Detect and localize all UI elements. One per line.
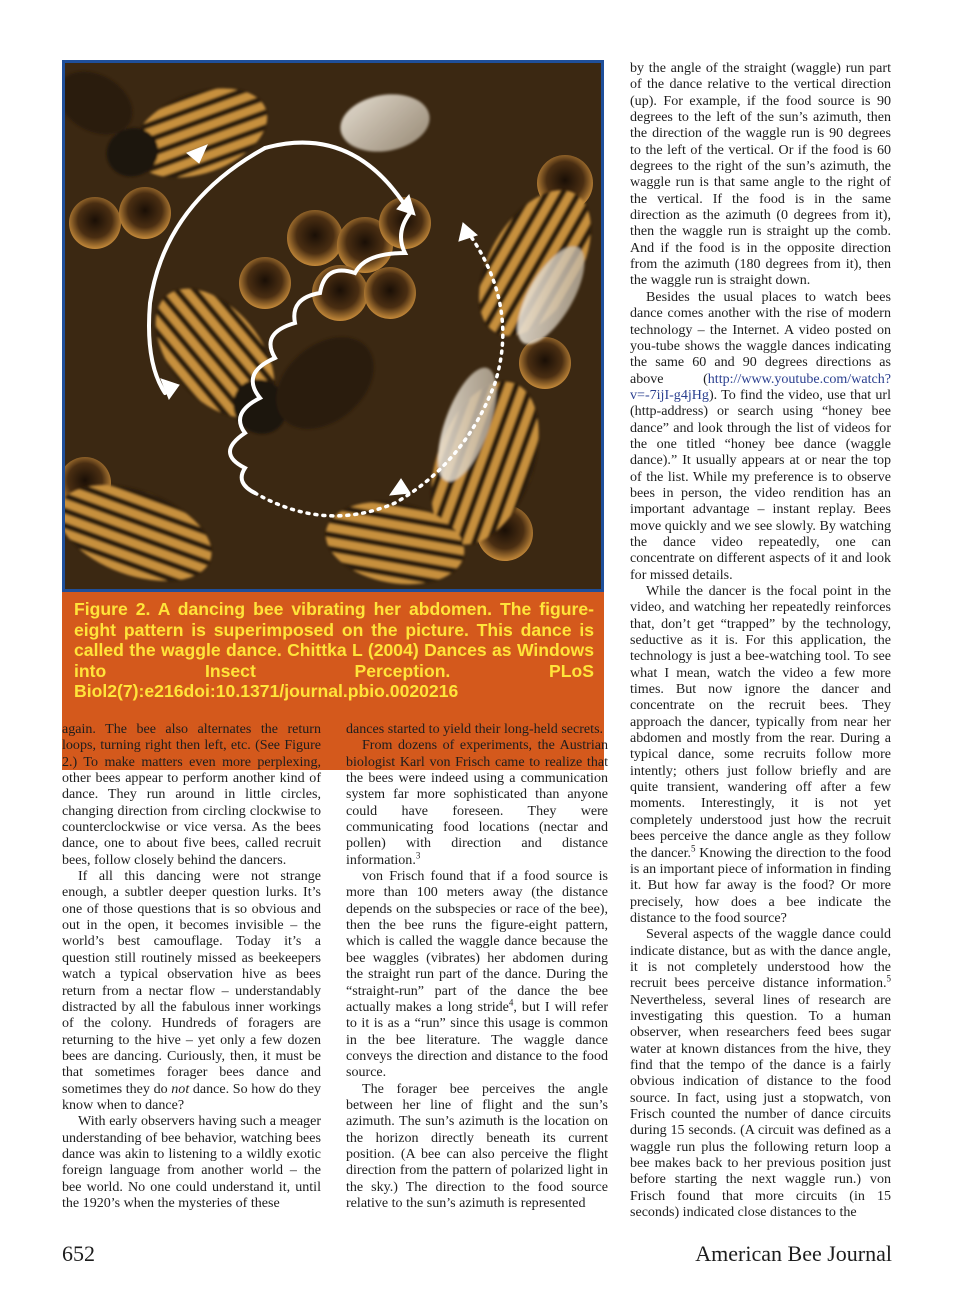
text-run: If all this dancing were not strange enough, a subtler deeper question lurks. It’s one of those questions that is so obvious and out in the open, it becomes invisible – the world’s best camouflage. Today it’s a question still routinely missed as beekeepers watch a typical observation hive as bees return from a nectar flow – understandably distracted by all the fabulous inner workings of the colony. Hundreds of foragers are returning to the hive – yet only a few dozen bees are dancing. Curiously, then, it must be that sometimes forager bees dance and sometimes they do (62, 868, 321, 1097)
figure-2 (62, 60, 604, 712)
paragraph (630, 583, 891, 926)
page-number: 652 (62, 1241, 95, 1266)
text-run: Knowing the direction to the food is an important piece of information in finding it. But how far away is the food? Or more precisely, how does a bee indicate the distance to the food source? (630, 844, 892, 926)
paragraph: dances started to yield their long-held secrets. (346, 721, 604, 737)
text-run: While the dancer is the focal point in the video, and watching her repeatedly reinforces that, don’t get “trapped” by the technology, seductive as it is. For this application, the technology is just a bee-watching tool. To see what I mean, watch the video a few more times. But now ignore the dancer and concentrate on the recruit bees. They approach the dancer, typically from near her abdomen and mostly from the rear. During a typical dance, some recruits follow more intently; others just follow briefly and are quite transient, wandering off after a few moments. Interestingly, it is not yet completely understood just how the recruit bees perceive the dance angle as they follow the dancer. (630, 583, 891, 861)
figure-caption: Figure 2. A dancing bee vibrating her abdomen. The figure-eight pattern is superimposed on the picture. This dance is called the waggle dance. Chittka L (2004) Dances as Windows into Insect Perception. PLoS Biol2(7):e216doi:10.1371/journal.pbio.0020216 (74, 599, 594, 702)
emphasis: not (171, 1080, 190, 1097)
text-run: von Frisch found that if a food source is more than 100 meters away (the distance depends on the subspecies or race of the bee), then the bee runs the figure-eight pattern, which is called the waggle dance because the bee waggles (vibrates) her abdomen during the straight run part of the dance. During the “straight-run” part of the dance the bee actually makes a long stride (346, 868, 608, 1015)
bee-comb-image (65, 63, 601, 589)
paragraph (346, 737, 608, 868)
article-column-1 (62, 721, 321, 1211)
text-run: Nevertheless, several lines of research are investigating this question. To a human observer, when researchers feed bees sugar water at known distances from the hive, they find that the tempo of the dance is a fairly obvious indication of distance to the food source. In fact, using just a stopwatch, von Frisch counted the number of dance circuits during 15 seconds. (A circuit was defined as a waggle run plus the following return loop a bee makes back to her previous position just before starting the next waggle run.) von Frisch found that more circuits (in 15 seconds) indicated close distances to the (630, 991, 891, 1221)
text-run: From dozens of experiments, the Austrian biologist Karl von Frisch came to realize that the bees were indeed using a communication system far more sophisticated than anyone could have foreseen. They were communicating food locations (nectar and pollen) with direction and distance information. (346, 737, 608, 868)
citation-superscript: 5 (691, 842, 696, 853)
journal-name: American Bee Journal (695, 1241, 892, 1266)
citation-superscript: 5 (886, 973, 891, 984)
paragraph (630, 289, 891, 583)
paragraph: again. The bee also alternates the return loops, turning right then left, etc. (See Figure 2.) To make matters even more perplexing, other bees appear to perform another kind of dance. They run around in little circles, changing direction from circling clockwise to counterclockwise or vice versa. As the bees dance, one to about five bees, called recruit bees, follow closely behind the dancers. (62, 721, 321, 868)
waggle-dance-photo (62, 60, 604, 592)
citation-superscript: 4 (508, 997, 514, 1008)
paragraph: The forager bee perceives the angle between her line of flight and the sun’s azimuth. The sun’s azimuth is the location on the horizon directly beneath its current position. (A bee can also perceive the flight direction from the pattern of polarized light in the sky.) The direction to the food source relative to the sun’s azimuth is represented (346, 1080, 608, 1211)
paragraph (62, 868, 321, 1113)
paragraph: by the angle of the straight (waggle) run part of the dance relative to the vertical direction (up). For example, if the food source is 90 degrees to the left of the sun’s azimuth, then the direction of the waggle run is 90 degrees to the left of the vertical. Or if the food is 60 degrees to the right of the sun’s azimuth, the waggle run is that same angle to the right of the vertical. If the food is in the same direction as the azimuth (0 degrees from it), then the waggle run is straight up the comb. And if the food is in the opposite direction from the azimuth (180 degrees from it), then the waggle run is straight down. (630, 60, 891, 289)
article-column-2 (346, 721, 608, 1211)
paragraph (630, 926, 891, 1220)
text-run: , but I will refer to it is as a “run” since this usage is common in the bee literature. The waggle dance conveys the direction and distance to the food source. (346, 998, 609, 1081)
paragraph (346, 868, 608, 1080)
citation-superscript: 3 (415, 850, 421, 861)
text-run: ). To find the video, use that url (http-address) or search using “honey bee dance” and look through the list of videos for the one titled “honey bee dance (waggle dance).” It usually appears at or near the top of the list. While my preference is to observe bees in person, the video rendition has an important advantage – instant replay. Bees move quickly and we see slowly. By watching the dance video repeatedly, one can concentrate on different aspects of it and look for missed details. (630, 386, 891, 583)
text-run: Several aspects of the waggle dance could indicate distance, but as with the dance angle, it is not completely understood how the recruit bees perceive distance information. (630, 926, 891, 992)
paragraph: With early observers having such a meager understanding of bee behavior, watching bees dance was akin to listening to a wildly exotic foreign language from another world – the bee world. No one could understand it, until the 1920’s when the mysteries of these (62, 1113, 321, 1211)
youtube-link[interactable]: http://www.youtube.com/watch?v=-7ijI-g4jHg (630, 370, 891, 403)
text-run: dance. So how do they know when to dance? (62, 1080, 321, 1113)
article-column-3 (630, 60, 891, 1220)
text-run: Besides the usual places to watch bees dance comes another with the rise of modern technology – the Internet. A video posted on you-tube shows the waggle dances indicating the same 60 and 90 degrees directions as above ( (630, 288, 891, 387)
